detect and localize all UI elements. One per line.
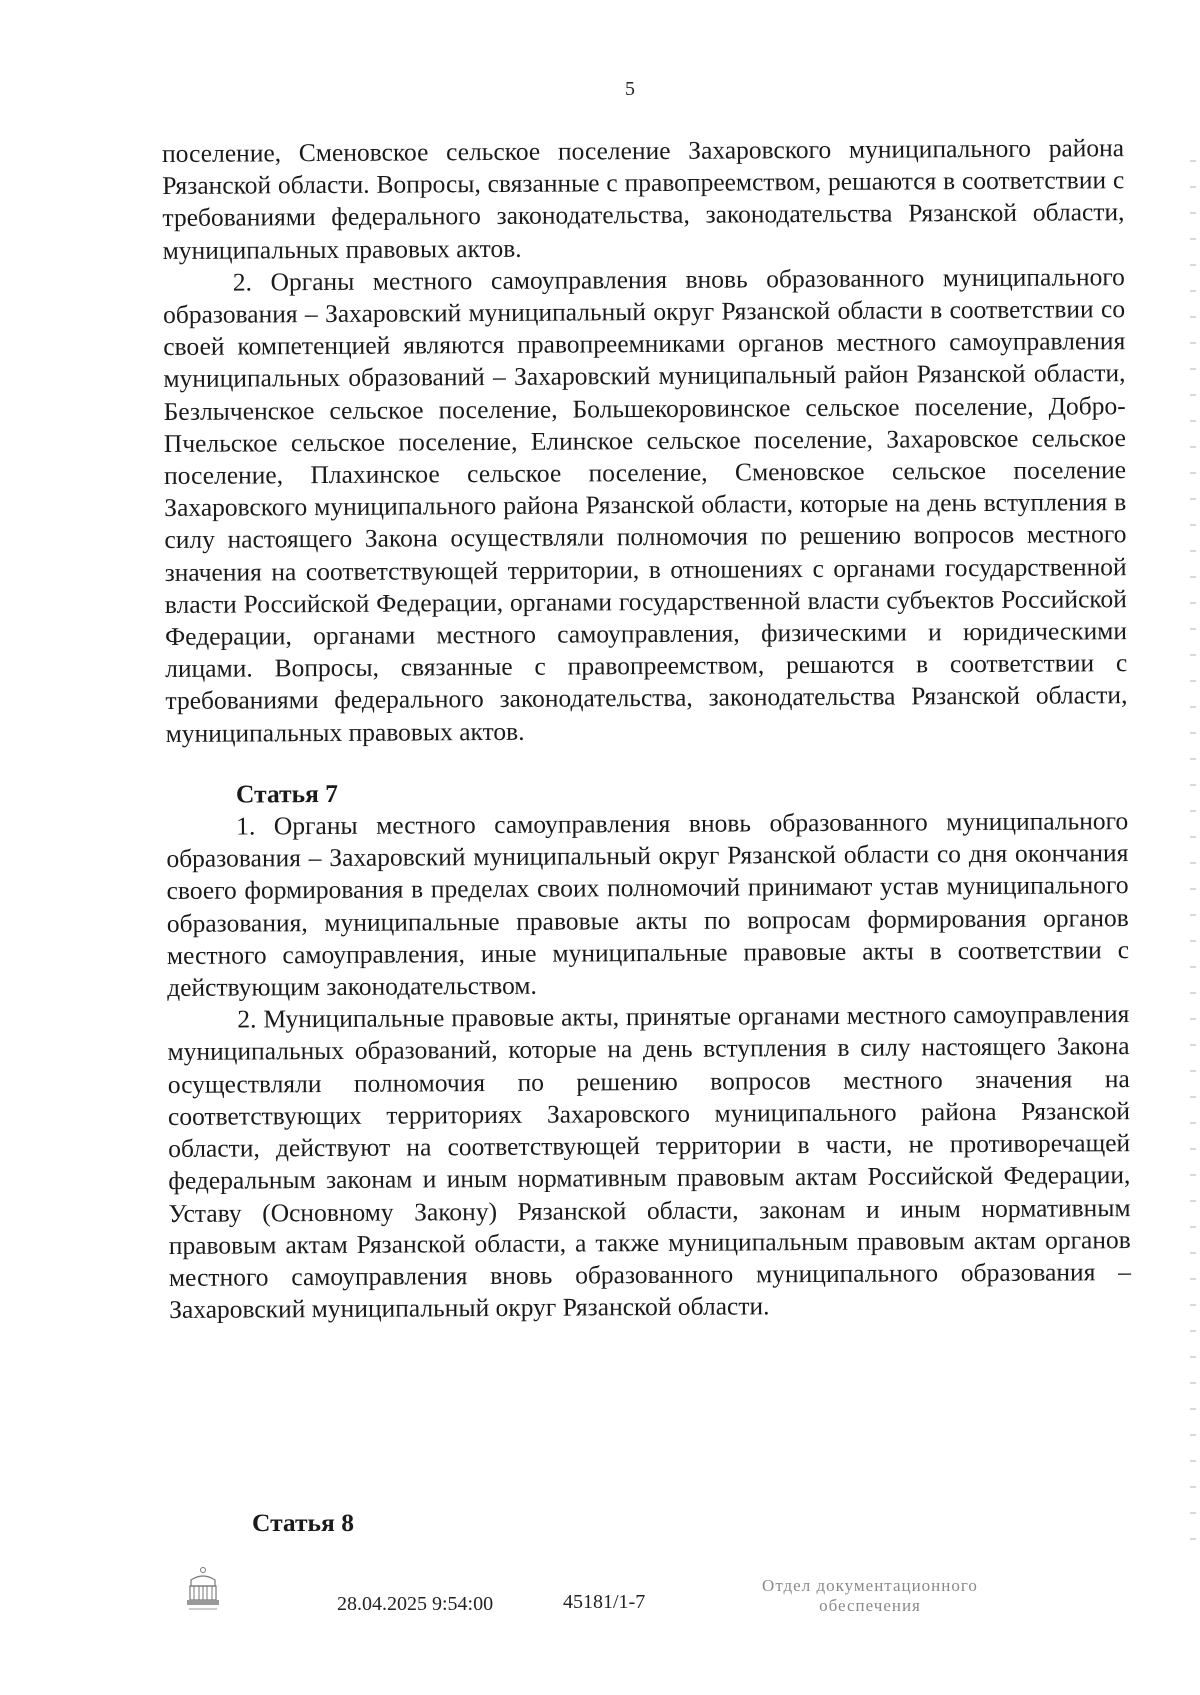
article-7-heading: Статья 7 <box>235 778 339 809</box>
page-number: 5 <box>625 78 635 100</box>
coat-of-arms-icon <box>183 1566 223 1614</box>
department-stamp <box>700 1576 1040 1616</box>
paragraph-item-2: 2. Органы местного самоуправления вновь образованного муниципального образования – Захаровский муниципальный округ Рязанской области в соответствии со своей компетенцией являются правопреемниками органов местного самоуправления муниципальных образований – Захаровский муниципальный район Рязанской области, Безлыченское сельское поселение, Большекоровинское сельское поселение, Добро-Пчельское сельское поселение, Елинское сельское поселение, Захаровское сельское поселение, Плахинское сельское поселение, Сменовское сельское поселение Захаровского муниципального района Рязанской области, которые на день вступления в силу настоящего Закона осуществляли полномочия по решению вопросов местного значения на соответствующей территории, в отношениях с органами государственной власти Российской Федерации, органами государственной власти субъектов Российской Федерации, органами местного самоуправления, физическими и юридическими лицами. Вопросы, связанные с правопреемством, решаются в соответствии с требованиями федерального законодательства, законодательства Рязанской области, муниципальных правовых актов. <box>162 261 1128 748</box>
document-body <box>162 132 1131 1326</box>
article-7-paragraph-2: 2. Муниципальные правовые акты, принятые органами местного самоуправления муниципальных образований, которые на день вступления в силу настоящего Закона осуществляли полномочия по решению вопросов местного значения на соответствующих территориях Захаровского муниципального района Рязанской области, действуют на соответствующей территории в части, не противоречащей федеральным законам и иным нормативным правовым актам Российской Федерации, Уставу (Основному Закону) Рязанской области, законам и иным нормативным правовым актам Рязанской области, а также муниципальным правовым актам органов местного самоуправления вновь образованного муниципального образования – Захаровский муниципальный округ Рязанской области. <box>167 999 1132 1325</box>
paragraph-continuation: поселение, Сменовское сельское поселение Захаровского муниципального района Рязанской области. Вопросы, связанные с правопреемством, решаются в соответствии с требованиями федерального законодательства, законодательства Рязанской области, муниципальных правовых актов. <box>162 133 1125 265</box>
footer-date-time: 28.04.2025 9:54:00 <box>337 1593 494 1615</box>
stamp-line-1: Отдел документационного <box>762 1576 978 1595</box>
scan-margin-marks <box>1190 160 1196 1540</box>
footer-registration-number: 45181/1-7 <box>563 1591 646 1613</box>
stamp-line-2: обеспечения <box>819 1596 921 1615</box>
page-footer <box>0 1560 1200 1660</box>
article-8-heading: Статья 8 <box>252 1508 354 1537</box>
article-7-paragraph-1: 1. Органы местного самоуправления вновь образованного муниципального образования – Захаровский муниципальный округ Рязанской области со дня окончания своего формирования в пределах своих полномочий принимают устав муниципального образования, муниципальные правовые акты по вопросам формирования органов местного самоуправления, иные муниципальные правовые акты в соответствии с действующим законодательством. <box>166 806 1130 1003</box>
